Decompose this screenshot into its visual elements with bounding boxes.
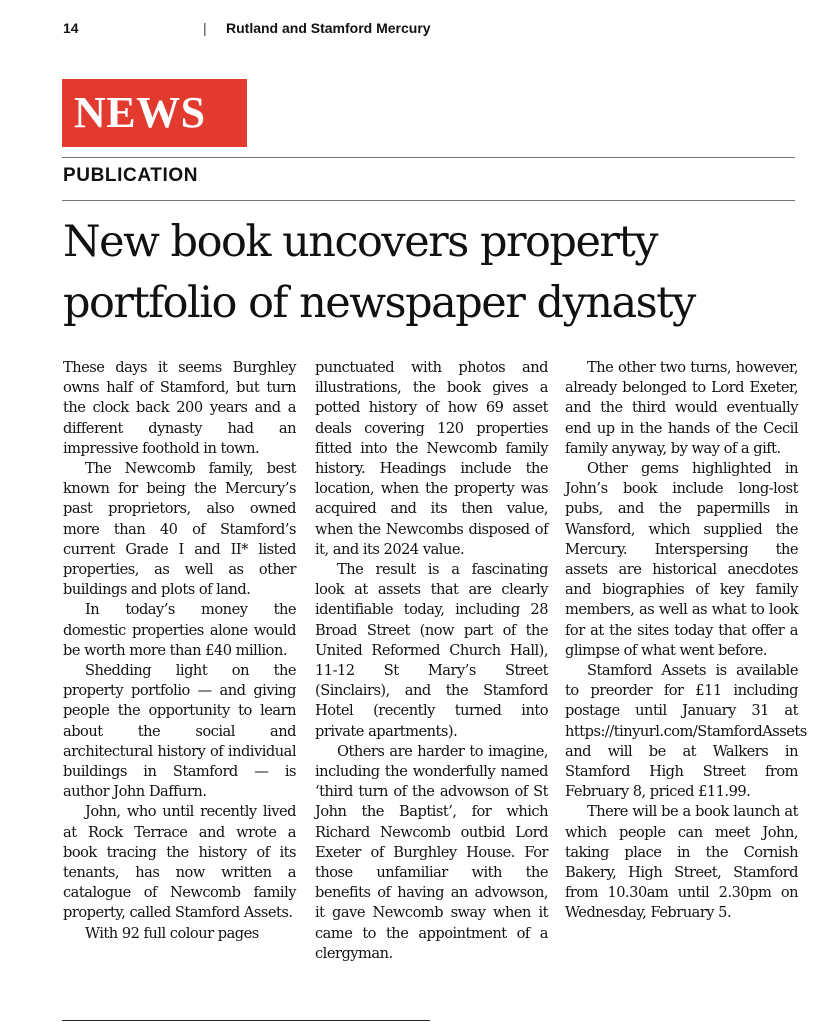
paragraph: Other gems highlighted in John’s book include long-lost pubs, and the papermills in Wansford, which supplied the Mercury. Interspersing the assets are historical anecdotes and biographies of key family members, as well as what to look for at the sites today that offer a glimpse of what went before.	[565, 460, 798, 659]
divider	[62, 157, 795, 158]
section-label: NEWS	[62, 79, 247, 147]
page-header	[63, 20, 795, 40]
header-separator: |	[203, 20, 207, 36]
paragraph: John, who until recently lived at Rock Terrace and wrote a book tracing the history of its tenants, has now written a catalogue of Newcomb family property, called Stamford Assets.	[63, 803, 296, 922]
paragraph: The Newcomb family, best known for being the Mercury’s past proprietors, also owned more than 40 of Stamford’s current Grade I and II* listed properties, as well as other buildings and plots of land.	[63, 460, 296, 599]
paragraph: Stamford Assets is available to preorder for £11 including postage until January 31 at https://tinyurl.com/StamfordAssets and will be at Walkers in Stamford High Street from February 8, priced £11.99.	[565, 662, 807, 801]
article-column-2	[315, 358, 548, 964]
paragraph: Others are harder to imagine, including the wonderfully named ‘third turn of the advowson of St John the Baptist’, for which Richard Newcomb outbid Lord Exeter of Burghley House. For those unfamiliar with the benefits of having an advowson, it gave Newcomb sway when it came to the appointment of a clergyman.	[315, 742, 548, 962]
paragraph: With 92 full colour pages	[85, 924, 259, 942]
paragraph: The result is a fascinating look at assets that are clearly identifiable today, including 28 Broad Street (now part of the United Reformed Church Hall), 11-12 St Mary’s Street (Sinclairs), and the Stamford Hotel (recently turned into private apartments).	[315, 561, 548, 740]
divider	[62, 200, 795, 201]
page-number: 14	[63, 20, 79, 36]
kicker: PUBLICATION	[63, 165, 199, 186]
paragraph: These days it seems Burghley owns half of Stamford, but turn the clock back 200 years and a different dynasty had an impressive foothold in town.	[63, 359, 296, 457]
paragraph: punctuated with photos and illustrations, the book gives a potted history of how 69 asset deals covering 120 properties fitted into the Newcomb family history. Headings include the location, when the property was acquired and its then value, when the Newcombs disposed of it, and its 2024 value.	[315, 359, 548, 558]
divider	[62, 1020, 430, 1021]
headline: New book uncovers property portfolio of newspaper dynasty	[63, 217, 695, 328]
article-column-3	[565, 358, 807, 924]
article-column-1	[63, 358, 296, 944]
paragraph: There will be a book launch at which people can meet John, taking place in the Cornish Bakery, High Street, Stamford from 10.30am until 2.30pm on Wednesday, February 5.	[565, 803, 798, 922]
publication-name: Rutland and Stamford Mercury	[226, 20, 431, 36]
paragraph: The other two turns, however, already belonged to Lord Exeter, and the third would eventually end up in the hands of the Cecil family anyway, by way of a gift.	[565, 359, 798, 457]
paragraph: In today’s money the domestic properties alone would be worth more than £40 million.	[63, 601, 296, 659]
paragraph: Shedding light on the property portfolio — and giving people the opportunity to learn about the social and architectural history of individual buildings in Stamford — is author John Daffurn.	[63, 662, 296, 801]
